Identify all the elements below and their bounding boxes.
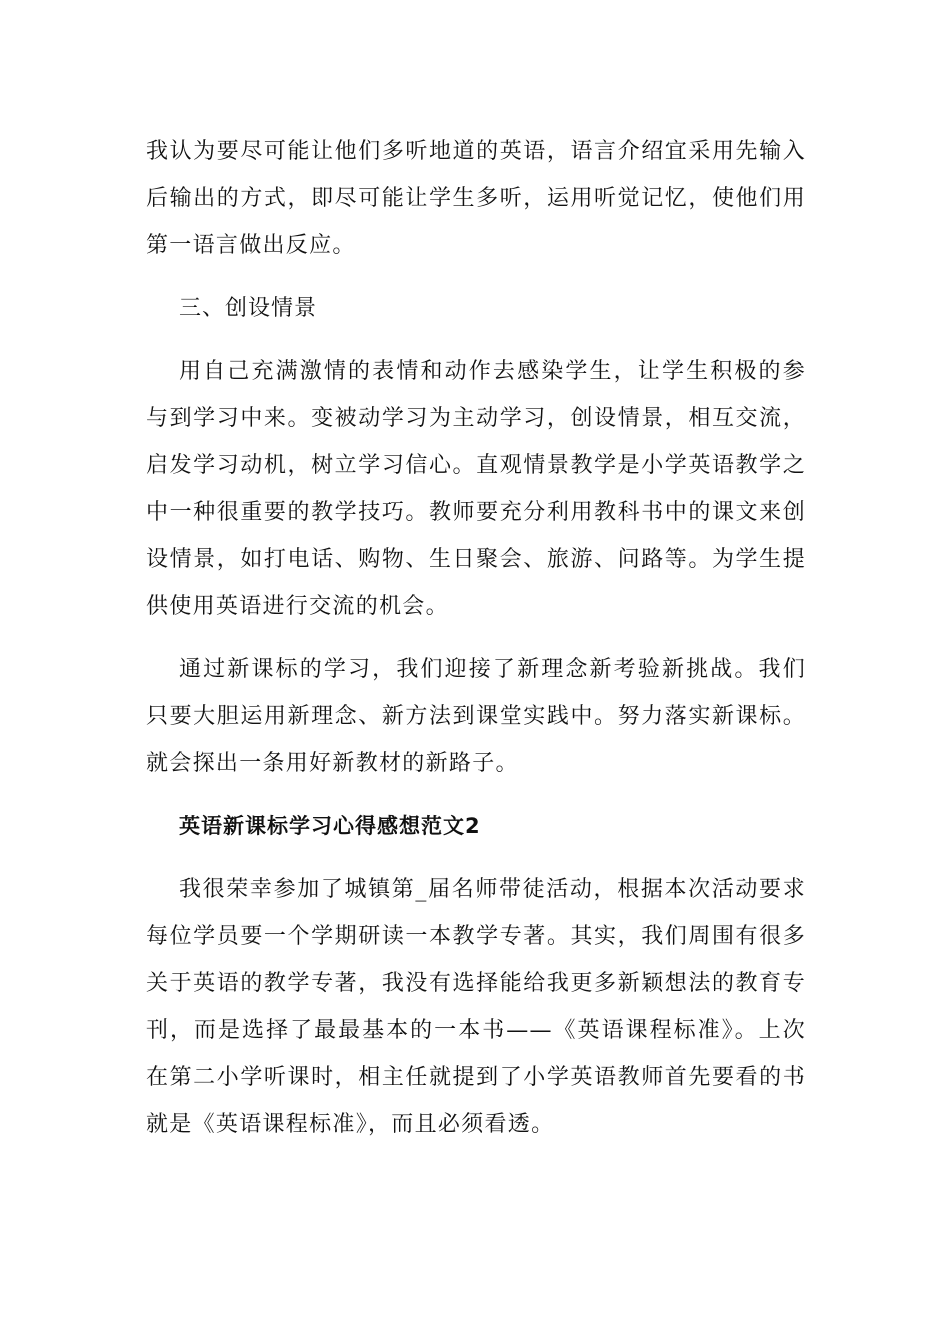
section-heading-3: 三、创设情景 [179, 296, 318, 321]
spacer [146, 630, 806, 646]
paragraph-4: 我很荣幸参加了城镇第_届名师带徒活动，根据本次活动要求每位学员要一个学期研读一本教学专著。其实，我们周围有很多关于英语的教学专著，我没有选择能给我更多新颖想法的教育专刊，而是选择了最最基本的一本书——《英语课程标准》。上次在第二小学听课时，相主任就提到了小学英语教师首先要看的书就是《英语课程标准》，而且必须看透。 [146, 877, 806, 1137]
paragraph-2: 用自己充满激情的表情和动作去感染学生，让学生积极的参与到学习中来。变被动学习为主动学习，创设情景，相互交流，启发学习动机，树立学习信心。直观情景教学是小学英语教学之中一种很重要的教学技巧。教师要充分利用教科书中的课文来创设情景，如打电话、购物、生日聚会、旅游、问路等。为学生提供使用英语进行交流的机会。 [146, 359, 806, 619]
spacer [146, 787, 806, 803]
paragraph-1: 我认为要尽可能让他们多听地道的英语，语言介绍宜采用先输入后输出的方式，即尽可能让学生多听，运用听觉记忆，使他们用第一语言做出反应。 [146, 139, 806, 258]
document-body [146, 128, 806, 1148]
spacer [146, 332, 806, 348]
paragraph-3: 通过新课标的学习，我们迎接了新理念新考验新挑战。我们只要大胆运用新理念、新方法到课堂实践中。努力落实新课标。就会探出一条用好新教材的新路子。 [146, 657, 806, 776]
spacer [146, 850, 806, 866]
spacer [146, 269, 806, 285]
article-title-2: 英语新课标学习心得感想范文2 [179, 814, 481, 838]
